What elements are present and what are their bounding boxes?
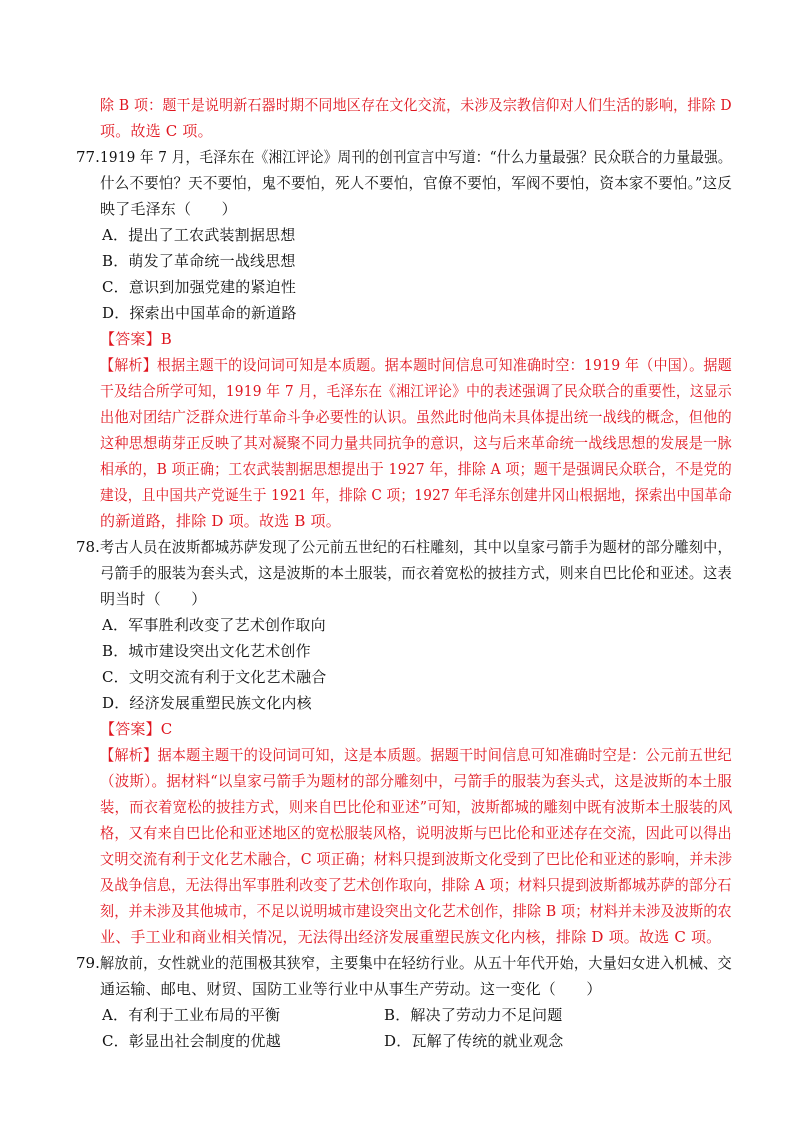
prev-analysis-line-1: 除 B 项：题干是说明新石器时期不同地区存在文化交流，未涉及宗教信仰对人们生活的影响，排除 D (100, 96, 732, 114)
question-79-number: 79. (76, 954, 100, 972)
question-78-option-d: D．经济发展重塑民族文化内核 (102, 694, 312, 712)
question-78-analysis-line-2: （波斯）。据材料“以皇家弓箭手为题材的部分雕刻中，弓箭手的服装为套头式，这是波斯的本土服 (100, 772, 733, 790)
question-77-analysis-line-7: 的新道路，排除 D 项。故选 B 项。 (100, 512, 341, 530)
question-78-option-c: C．文明交流有利于文化艺术融合 (102, 668, 327, 686)
question-78-analysis-line-6: 及战争信息，无法得出军事胜利改变了艺术创作取向，排除 A 项；材料只提到波斯都城苏萨的部分石 (100, 876, 732, 894)
question-79-option-b: B．解决了劳动力不足问题 (384, 1006, 563, 1024)
question-77-analysis-line-2: 干及结合所学可知，1919 年 7 月，毛泽东在《湘江评论》中的表述强调了民众联合的重要性，这显示 (100, 382, 732, 400)
question-79-option-c: C．彰显出社会制度的优越 (102, 1032, 281, 1050)
question-78-analysis-line-8: 业、手工业和商业相关情况，无法得出经济发展重塑民族文化内核，排除 D 项。故选 C 项。 (100, 928, 722, 946)
question-77-stem-line-1: 1919 年 7 月，毛泽东在《湘江评论》周刊的创刊宣言中写道：“什么力量最强？民众联合的力量最强。 (100, 148, 732, 166)
question-79-option-a: A．有利于工业布局的平衡 (102, 1006, 281, 1024)
prev-analysis-line-2: 项。故选 C 项。 (100, 122, 213, 140)
question-78-analysis-line-1: 【解析】据本题主题干的设问词可知，这是本质题。据题干时间信息可知准确时空是：公元前五世纪 (100, 746, 732, 764)
question-77-analysis-line-6: 建设，且中国共产党诞生于 1921 年，排除 C 项；1927 年毛泽东创建井冈山根据地，探索出中国革命 (100, 486, 733, 504)
question-78-analysis-line-3: 装，而衣着宽松的披挂方式，则来自巴比伦和亚述”可知，波斯都城的雕刻中既有波斯本土服装的风 (100, 798, 733, 816)
question-77-number: 77. (76, 148, 100, 166)
question-78-stem-line-3: 明当时（ ） (100, 590, 207, 608)
question-79-option-d: D．瓦解了传统的就业观念 (384, 1032, 564, 1050)
question-77-analysis-line-1: 【解析】根据主题干的设问词可知是本质题。据本题时间信息可知准确时空：1919 年（中国）。据题 (100, 356, 732, 374)
question-77-analysis-line-3: 出他对团结广泛群众进行革命斗争必要性的认识。虽然此时他尚未具体提出统一战线的概念，但他的 (100, 408, 732, 426)
question-77-analysis-line-4: 这种思想萌芽正反映了其对凝聚不同力量共同抗争的意识，这与后来革命统一战线思想的发展是一脉 (100, 434, 732, 452)
question-78-analysis-line-4: 格，又有来自巴比伦和亚述地区的宽松服装风格，说明波斯与巴比伦和亚述存在交流，因此可以得出 (100, 824, 732, 842)
question-77-option-a: A．提出了工农武装割据思想 (102, 226, 296, 244)
question-77-stem-line-2: 什么不要怕？天不要怕，鬼不要怕，死人不要怕，官僚不要怕，军阀不要怕，资本家不要怕。”这反 (100, 174, 733, 192)
question-78-stem-line-2: 弓箭手的服装为套头式，这是波斯的本土服装，而衣着宽松的披挂方式，则来自巴比伦和亚述。这表 (100, 564, 732, 582)
question-78-answer: 【答案】C (100, 720, 173, 738)
question-77-option-b: B．萌发了革命统一战线思想 (102, 252, 296, 270)
question-78-analysis-line-5: 文明交流有利于文化艺术融合，C 项正确；材料只提到波斯文化受到了巴比伦和亚述的影响，并未涉 (100, 850, 733, 868)
question-77-option-c: C．意识到加强党建的紧迫性 (102, 278, 297, 296)
question-78-stem-line-1: 考古人员在波斯都城苏萨发现了公元前五世纪的石柱雕刻，其中以皇家弓箭手为题材的部分雕刻中， (100, 538, 732, 556)
question-78-option-a: A．军事胜利改变了艺术创作取向 (102, 616, 326, 634)
question-78-option-b: B．城市建设突出文化艺术创作 (102, 642, 311, 660)
question-78-number: 78. (76, 538, 100, 556)
question-77-analysis-line-5: 相承的，B 项正确；工农武装割据思想提出于 1927 年，排除 A 项；题干是强调民众联合，不是党的 (100, 460, 732, 478)
question-79-stem-line-2: 通运输、邮电、财贸、国防工业等行业中从事生产劳动。这一变化（ ） (100, 980, 602, 998)
question-78-analysis-line-7: 刻，并未涉及其他城市，不足以说明城市建设突出文化艺术创作，排除 B 项；材料并未涉及波斯的农 (100, 902, 732, 920)
question-77-option-d: D．探索出中国革命的新道路 (102, 304, 297, 322)
question-79-stem-line-1: 解放前，女性就业的范围极其狭窄，主要集中在轻纺行业。从五十年代开始，大量妇女进入机械、交 (100, 954, 732, 972)
question-77-answer: 【答案】B (100, 330, 173, 348)
question-77-stem-line-3: 映了毛泽东（ ） (100, 200, 237, 218)
